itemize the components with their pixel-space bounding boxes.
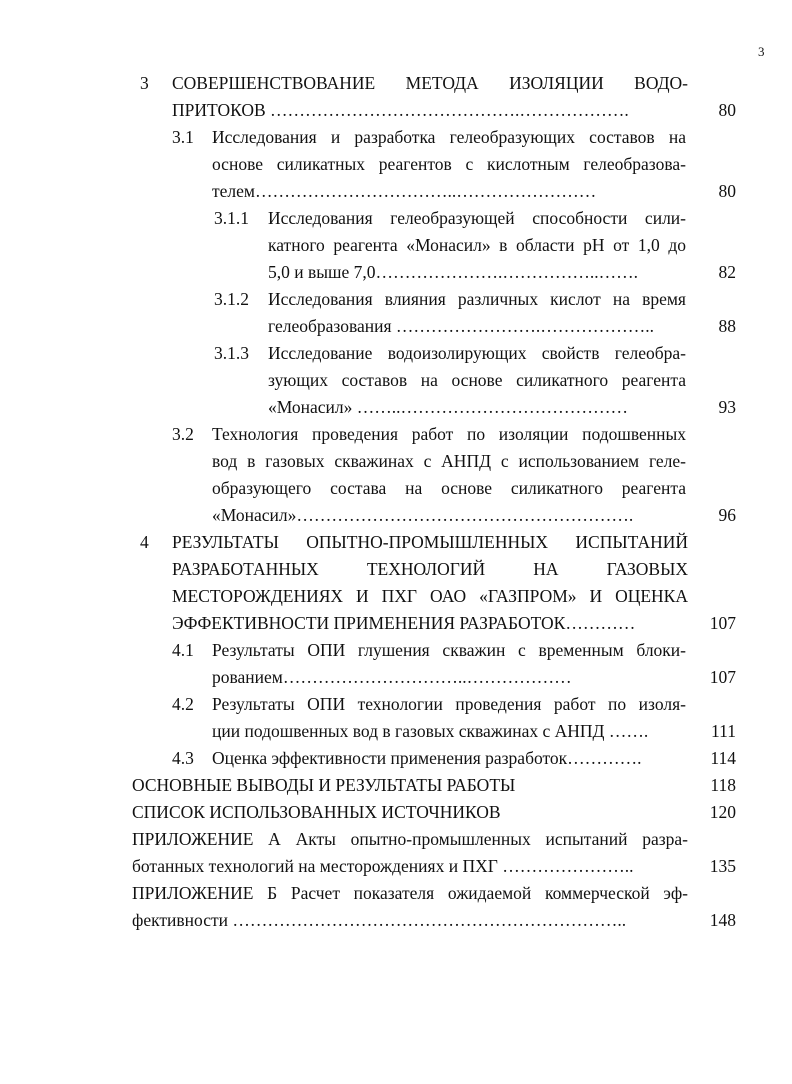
- toc-line: [0, 367, 792, 394]
- toc-line: [0, 97, 792, 124]
- toc-page-number: 135: [709, 856, 736, 876]
- toc-line: [0, 907, 792, 934]
- toc-line: [0, 448, 792, 475]
- toc-page-number: 107: [709, 667, 736, 687]
- toc-entry-text: основе силикатных реагентов с кислотным гелеобразова-: [212, 154, 686, 174]
- toc-page-number: 120: [709, 802, 736, 822]
- toc-section-number: 4: [140, 532, 149, 552]
- toc-entry-text: ОСНОВНЫЕ ВЫВОДЫ И РЕЗУЛЬТАТЫ РАБОТЫ: [132, 775, 516, 795]
- toc-line: [0, 772, 792, 799]
- toc-entry-text: вод в газовых скважинах с АНПД с использованием геле-: [212, 451, 686, 471]
- toc-entry-text: гелеобразования …………………….………………..: [268, 316, 655, 336]
- toc-entry-text: ПРИЛОЖЕНИЕ Б Расчет показателя ожидаемой коммерческой эф-: [132, 883, 688, 903]
- toc-line: [0, 826, 792, 853]
- toc-page-number: 93: [718, 397, 736, 417]
- toc-entry-text: ПРИЛОЖЕНИЕ А Акты опытно-промышленных испытаний разра-: [132, 829, 688, 849]
- page-number: 3: [758, 44, 765, 59]
- toc-entry-text: зующих составов на основе силикатного реагента: [268, 370, 686, 390]
- toc-line: [0, 880, 792, 907]
- toc-entry-text: Оценка эффективности применения разработок………….: [212, 748, 642, 768]
- toc-line: [0, 232, 792, 259]
- toc-entry-text: ЭФФЕКТИВНОСТИ ПРИМЕНЕНИЯ РАЗРАБОТОК…………: [172, 613, 636, 633]
- toc-page-number: 118: [710, 775, 736, 795]
- toc-line: [0, 313, 792, 340]
- toc-line: [0, 664, 792, 691]
- toc-entry-text: ботанных технологий на месторождениях и ПХГ …………………..: [132, 856, 634, 876]
- toc-entry-text: СПИСОК ИСПОЛЬЗОВАННЫХ ИСТОЧНИКОВ: [132, 802, 501, 822]
- toc-section-number: 4.1: [172, 640, 194, 660]
- toc-entry-text: ции подошвенных вод в газовых скважинах с АНПД …….: [212, 721, 649, 741]
- toc-entry-text: Результаты ОПИ глушения скважин с временным блоки-: [212, 640, 686, 660]
- toc-entry-text: Исследования влияния различных кислот на время: [268, 289, 686, 309]
- toc-line: [0, 502, 792, 529]
- toc-entry-text: телем……………………………..……………………: [212, 181, 597, 201]
- toc-line: [0, 70, 792, 97]
- toc-entry-text: Технология проведения работ по изоляции подошвенных: [212, 424, 686, 444]
- toc-entry-text: ПРИТОКОВ …………………………………….……………….: [172, 100, 629, 120]
- toc-line: [0, 853, 792, 880]
- toc-line: [0, 610, 792, 637]
- toc-page-number: 107: [709, 613, 736, 633]
- toc-line: [0, 151, 792, 178]
- toc-entry-text: Исследования гелеобразующей способности сили-: [268, 208, 686, 228]
- toc-page-number: 114: [710, 748, 736, 768]
- toc-section-number: 3.2: [172, 424, 194, 444]
- toc-entry-text: образующего состава на основе силикатного реагента: [212, 478, 686, 498]
- toc-line: [0, 718, 792, 745]
- toc-line: [0, 340, 792, 367]
- toc-page-number: 82: [718, 262, 736, 282]
- toc-entry-text: «Монасил»………………………………………………….: [212, 505, 634, 525]
- toc-entry-text: РАЗРАБОТАННЫХ ТЕХНОЛОГИЙ НА ГАЗОВЫХ: [172, 559, 688, 579]
- toc-entry-text: фективности …………………………………………………………..: [132, 910, 627, 930]
- toc-line: [0, 583, 792, 610]
- toc-entry-text: МЕСТОРОЖДЕНИЯХ И ПХГ ОАО «ГАЗПРОМ» И ОЦЕНКА: [172, 586, 688, 606]
- toc-entry-text: катного реагента «Монасил» в области pH от 1,0 до: [268, 235, 686, 255]
- toc-section-number: 3.1: [172, 127, 194, 147]
- toc-section-number: 3.1.1: [214, 208, 249, 228]
- toc-entry-text: Результаты ОПИ технологии проведения работ по изоля-: [212, 694, 686, 714]
- toc-section-number: 3: [140, 73, 149, 93]
- toc-page-number: 111: [711, 721, 736, 741]
- toc-entry-text: рованием…………………………..………………: [212, 667, 572, 687]
- toc-line: [0, 745, 792, 772]
- toc-line: [0, 259, 792, 286]
- toc-line: [0, 637, 792, 664]
- toc-line: [0, 475, 792, 502]
- toc-entry-text: 5,0 и выше 7,0………………….……………..…….: [268, 262, 639, 282]
- toc-section-number: 3.1.2: [214, 289, 249, 309]
- toc-section-number: 3.1.3: [214, 343, 249, 363]
- toc-line: [0, 178, 792, 205]
- toc-entry-text: РЕЗУЛЬТАТЫ ОПЫТНО-ПРОМЫШЛЕННЫХ ИСПЫТАНИЙ: [172, 532, 688, 552]
- toc-section-number: 4.3: [172, 748, 194, 768]
- toc-page-number: 80: [718, 100, 736, 120]
- toc-page-number: 96: [718, 505, 736, 525]
- toc-line: [0, 799, 792, 826]
- toc-entry-text: СОВЕРШЕНСТВОВАНИЕ МЕТОДА ИЗОЛЯЦИИ ВОДО-: [172, 73, 688, 93]
- toc-entry-text: Исследование водоизолирующих свойств гелеобра-: [268, 343, 686, 363]
- toc-page-number: 80: [718, 181, 736, 201]
- toc-line: [0, 124, 792, 151]
- toc-entry-text: Исследования и разработка гелеобразующих составов на: [212, 127, 686, 147]
- toc-page-number: 88: [718, 316, 736, 336]
- toc-section-number: 4.2: [172, 694, 194, 714]
- toc-line: [0, 421, 792, 448]
- toc-line: [0, 529, 792, 556]
- toc-entry-text: «Монасил» ……..…………………………………: [268, 397, 628, 417]
- toc-line: [0, 286, 792, 313]
- toc-line: [0, 205, 792, 232]
- toc-line: [0, 691, 792, 718]
- toc-line: [0, 556, 792, 583]
- toc-page-number: 148: [709, 910, 736, 930]
- toc-line: [0, 394, 792, 421]
